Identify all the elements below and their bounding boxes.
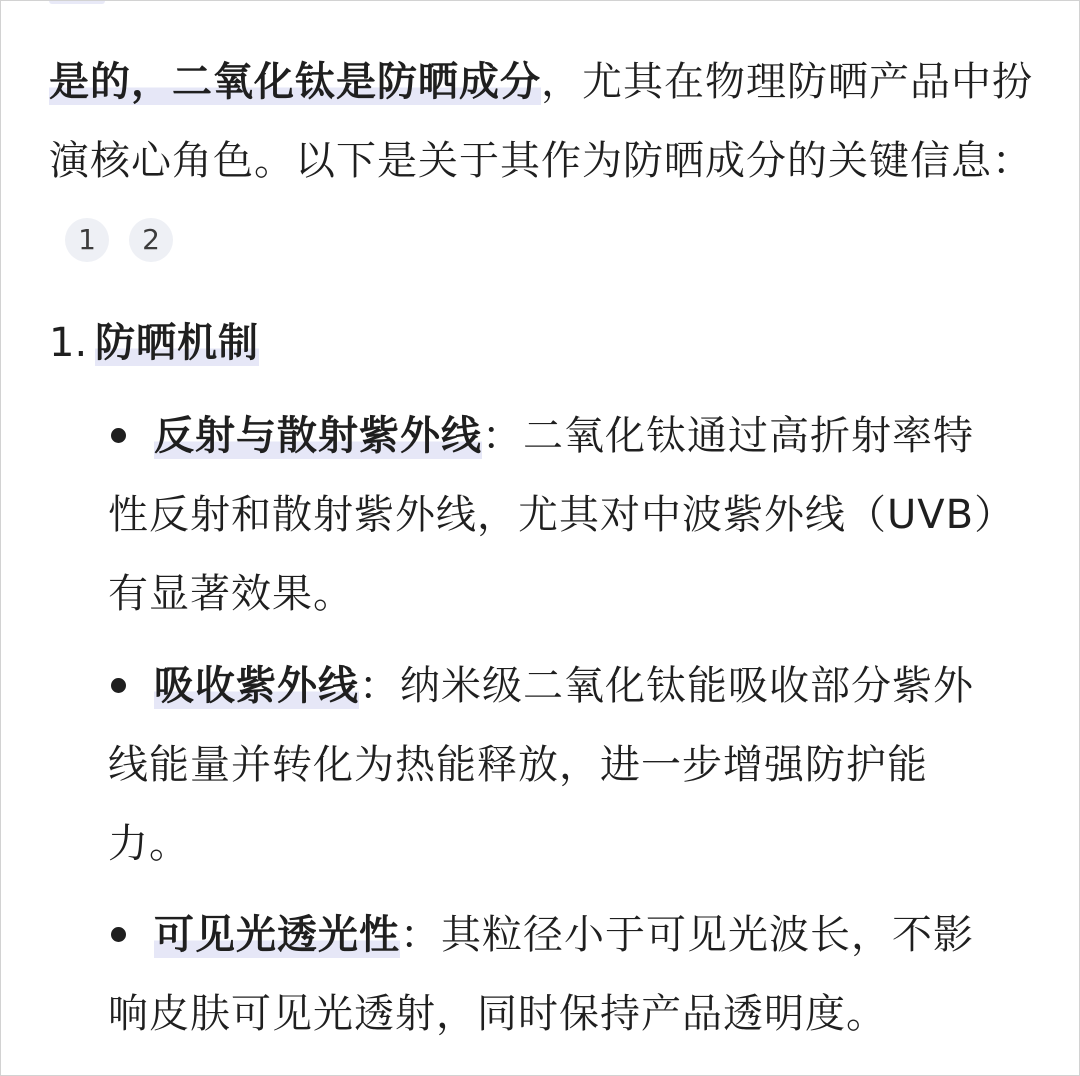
bullet-text: ：二氧化钛通过高折射率特性反射和散射紫外线，尤其对中波紫外线（UVB）有显著效果。: [108, 413, 996, 617]
bullet-term: 反射与散射紫外线: [154, 413, 482, 459]
previous-highlight-fragment: [49, 1, 105, 4]
bullet-text: ：其粒径小于可见光波长，不影响皮肤可见光透射，同时保持产品透明度。: [108, 912, 974, 1037]
intro-paragraph: [49, 43, 1039, 280]
citation-badge-1[interactable]: 1: [65, 218, 109, 262]
list-item-visible-light: [108, 896, 1008, 1054]
section-number: 1.: [49, 320, 88, 366]
intro-text: ，尤其在物理防晒产品中扮演核心角色。以下是关于其作为防晒成分的关键信息：: [49, 59, 1033, 184]
intro-highlight: 是的，二氧化钛是防晒成分: [49, 59, 541, 105]
bullet-term: 可见光透光性: [154, 912, 400, 958]
list-item-reflect-scatter: [108, 397, 1008, 634]
section-title: 防晒机制: [95, 320, 260, 366]
bullet-term: 吸收紫外线: [154, 663, 359, 709]
list-item-absorb: [108, 647, 1008, 884]
section-heading: [49, 310, 259, 376]
bullet-dot: [111, 428, 126, 443]
bullet-dot: [111, 927, 126, 942]
citation-badge-2[interactable]: 2: [129, 218, 173, 262]
answer-intro: [49, 43, 1039, 280]
bullet-text: ：纳米级二氧化钛能吸收部分紫外线能量并转化为热能释放，进一步增强防护能力。: [108, 663, 974, 867]
bullet-dot: [111, 678, 126, 693]
